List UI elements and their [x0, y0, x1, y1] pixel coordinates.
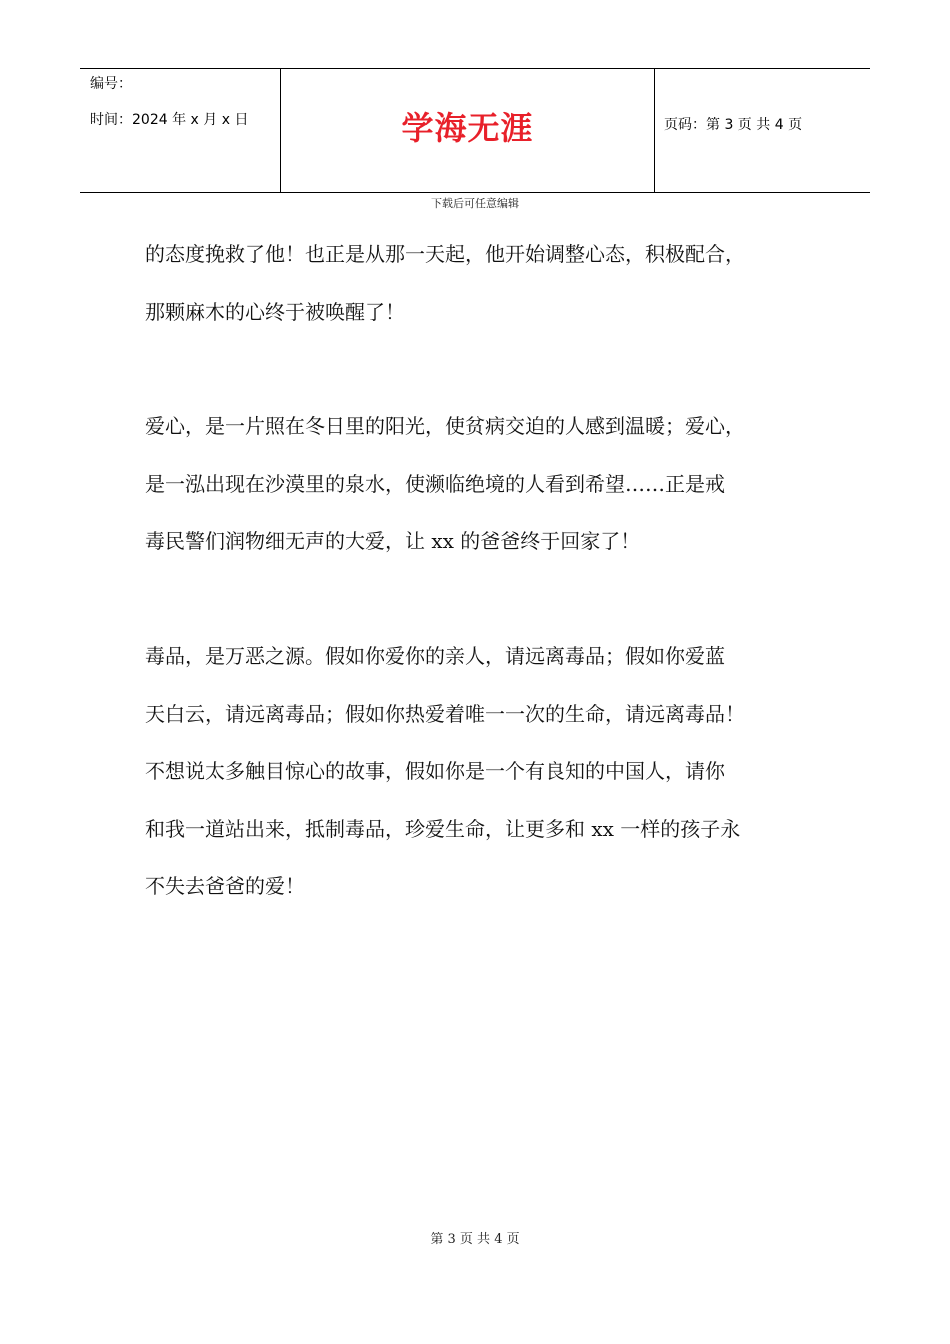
paragraph-line: 不失去爸爸的爱！: [145, 874, 305, 898]
header-page-cell: [655, 69, 870, 192]
paragraph-line: 爱心，是一片照在冬日里的阳光，使贫病交迫的人感到温暖；爱心，: [145, 414, 745, 438]
page-code-label: 页码：第 3 页 共 4 页: [664, 117, 803, 133]
header-meta-cell: [80, 69, 281, 192]
paragraph-line: 是一泓出现在沙漠里的泉水，使濒临绝境的人看到希望……正是戒: [145, 471, 725, 496]
paragraph-line: 的态度挽救了他！也正是从那一天起，他开始调整心态，积极配合，: [145, 242, 745, 266]
paragraph-line: 和我一道站出来，抵制毒品，珍爱生命，让更多和 xx 一样的孩子永: [145, 816, 741, 841]
brand-title: 学海无涯: [401, 109, 534, 147]
paragraph-line: 天白云，请远离毒品；假如你热爱着唯一一次的生命，请远离毒品！: [145, 701, 745, 726]
header-brand-cell: [281, 69, 655, 192]
paragraph-line: 毒民警们润物细无声的大爱，让 xx 的爸爸终于回家了！: [145, 529, 641, 553]
paragraph: [145, 226, 835, 341]
paragraph: [145, 628, 835, 916]
download-note: 下载后可任意编辑: [431, 197, 519, 210]
document-time-label: 时间：2024 年 x 月 x 日: [90, 112, 249, 128]
page-footer: 第 3 页 共 4 页: [430, 1232, 520, 1247]
paragraph-line: 不想说太多触目惊心的故事，假如你是一个有良知的中国人，请你: [145, 759, 725, 783]
paragraph: [145, 398, 835, 571]
paragraph-line: 毒品，是万恶之源。假如你爱你的亲人，请远离毒品；假如你爱蓝: [145, 644, 725, 668]
paragraph-line: 那颗麻木的心终于被唤醒了！: [145, 299, 405, 324]
document-number-label: 编号：: [90, 76, 132, 92]
document-header: [80, 68, 870, 193]
